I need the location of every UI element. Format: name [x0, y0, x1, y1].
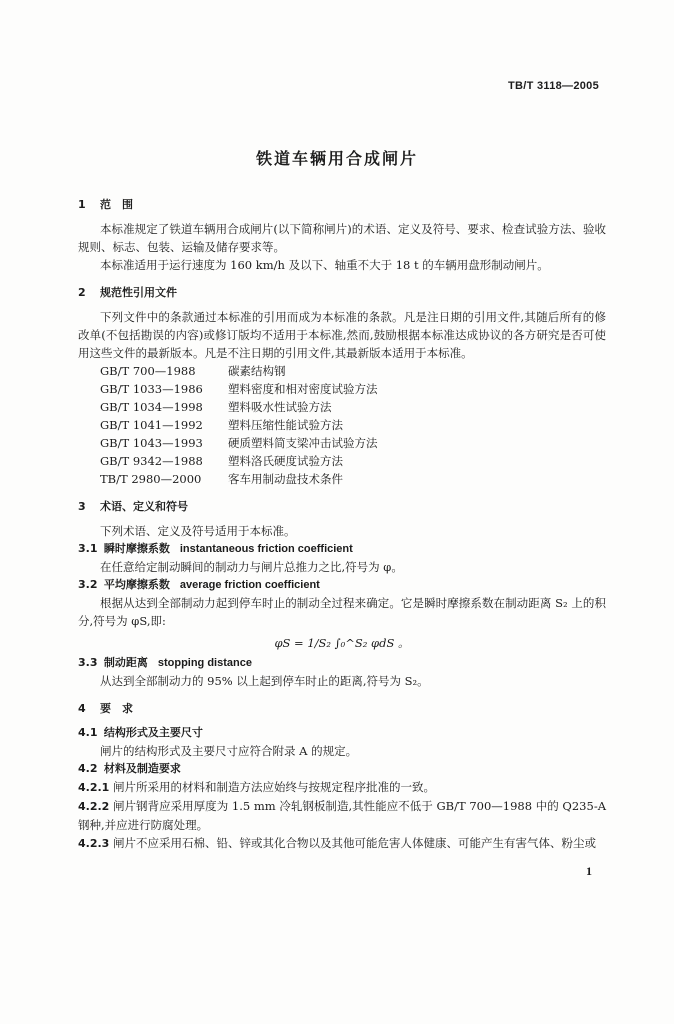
- term-3-2-heading: 3.2 平均摩擦系数 average friction coefficient: [78, 578, 320, 591]
- section-4-2-3: 4.2.3 闸片不应采用石棉、铅、锌或其化合物以及其他可能危害人体健康、可能产生有害气体、粉尘或: [78, 836, 596, 850]
- average-friction-formula: φS = 1/S₂ ∫₀^S₂ φdS 。: [274, 636, 410, 650]
- section-4-2-2: 4.2.2 闸片钢背应采用厚度为 1.5 mm 冷轧钢板制造,其性能应不低于 GB/T 700—1988 中的 Q235-A 钢种,并应进行防腐处理。: [78, 799, 607, 832]
- reference-item: GB/T 1043—1993 硬质塑料简支梁冲击试验方法: [100, 436, 378, 450]
- section-2-heading: 2 规范性引用文件: [78, 286, 177, 299]
- section-2-para: 下列文件中的条款通过本标准的引用而成为本标准的条款。凡是注日期的引用文件,其随后所有的修改单(不包括勘误的内容)或修订版均不适用于本标准,然而,鼓励根据本标准达成协议的各方研究是否可使用这些文件的最新版本。凡是不注日期的引用文件,其最新版本适用于本标准。: [78, 310, 606, 360]
- term-3-1-heading: 3.1 瞬时摩擦系数 instantaneous friction coefficient: [78, 542, 353, 555]
- term-3-1-definition: 在任意给定制动瞬间的制动力与闸片总推力之比,符号为 φ。: [100, 560, 403, 574]
- reference-item: GB/T 1041—1992 塑料压缩性能试验方法: [100, 418, 343, 432]
- reference-item: GB/T 1034—1998 塑料吸水性试验方法: [100, 400, 332, 414]
- section-3-intro: 下列术语、定义及符号适用于本标准。: [100, 524, 296, 538]
- reference-item: GB/T 1033—1986 塑料密度和相对密度试验方法: [100, 382, 378, 396]
- section-1-para-2: 本标准适用于运行速度为 160 km/h 及以下、轴重不大于 18 t 的车辆用盘形制动闸片。: [100, 258, 549, 272]
- standard-code: TB/T 3118—2005: [507, 80, 599, 92]
- reference-item: GB/T 9342—1988 塑料洛氏硬度试验方法: [100, 454, 343, 468]
- section-4-1-heading: 4.1 结构形式及主要尺寸: [78, 726, 203, 739]
- reference-item: TB/T 2980—2000 客车用制动盘技术条件: [100, 472, 343, 486]
- section-4-2-1: 4.2.1 闸片所采用的材料和制造方法应始终与按规定程序批准的一致。: [78, 780, 435, 794]
- section-3-heading: 3 术语、定义和符号: [78, 500, 188, 513]
- term-3-2-definition: 根据从达到全部制动力起到停车时止的制动全过程来确定。它是瞬时摩擦系数在制动距离 S₂ 上的积分,符号为 φS,即:: [78, 596, 606, 628]
- section-4-1-para: 闸片的结构形式及主要尺寸应符合附录 A 的规定。: [100, 744, 358, 758]
- section-1-para-1: 本标准规定了铁道车辆用合成闸片(以下简称闸片)的术语、定义及符号、要求、检查试验方法、验收规则、标志、包装、运输及储存要求等。: [78, 222, 606, 254]
- reference-list: [78, 362, 606, 488]
- reference-item: GB/T 700—1988 碳素结构钢: [100, 364, 286, 378]
- document-title: 铁道车辆用合成闸片: [255, 149, 418, 168]
- section-1-heading: 1 范 围: [78, 198, 133, 211]
- document-body: [78, 196, 606, 853]
- section-4-heading: 4 要 求: [78, 702, 133, 715]
- page-number: 1: [586, 864, 592, 878]
- term-3-3-heading: 3.3 制动距离 stopping distance: [78, 656, 252, 669]
- section-4-2-heading: 4.2 材料及制造要求: [78, 762, 181, 775]
- term-3-3-definition: 从达到全部制动力的 95% 以上起到停车时止的距离,符号为 S₂。: [100, 674, 429, 688]
